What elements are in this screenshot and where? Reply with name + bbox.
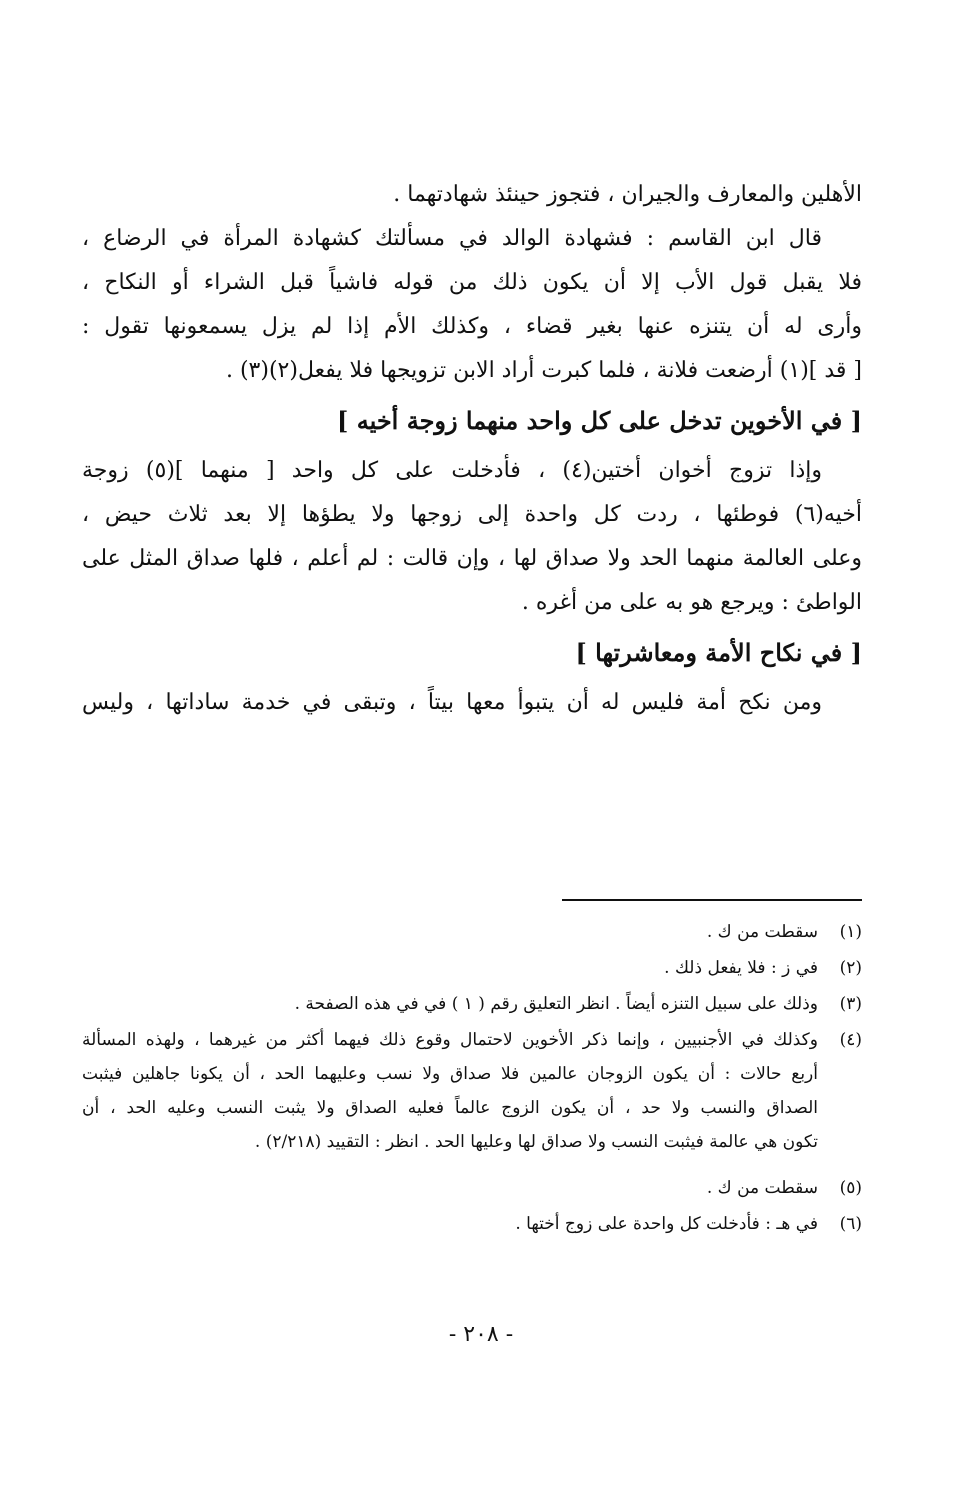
section-heading: [ في الأخوين تدخل على كل واحد منهما زوجة أخيه ] [337, 406, 862, 435]
footnote-text: في ز : فلا يفعل ذلك . [664, 958, 818, 978]
text-line: أخيه(٦) فوطئها ، ردت كل واحدة إلى زوجها ولا يطؤها إلا بعد ثلاث حيض ، [82, 502, 862, 527]
footnote-number: (٥) [839, 1178, 862, 1198]
footnote-text: تكون هي عالمة فيثبت النسب ولا صداق لها وعليها الحد . انظر : التقييد (٢/٢١٨) . [254, 1132, 818, 1152]
text-line: ومن نكح أمة فليس له أن يتبوأ معها بيتاً ، وتبقى في خدمة ساداتها ، وليس [82, 690, 822, 715]
text-line: قال ابن القاسم : فشهادة الوالد في مسألتك كشهادة المرأة في الرضاع ، [82, 226, 822, 251]
main-text [82, 180, 862, 732]
footnote-number: (٦) [839, 1214, 862, 1234]
footnote-number: (٤) [839, 1030, 862, 1050]
footnote [82, 1028, 862, 1164]
text-line: وعلى العالمة منهما الحد ولا صداق لها ، وإن قالت : لم أعلم ، فلها صداق المثل على [82, 546, 862, 571]
text-line: فلا يقبل قول الأب إلا أن يكون ذلك من قوله فاشياً قبل الشراء أو النكاح ، [82, 270, 862, 295]
footnote [82, 992, 862, 1016]
footnote-number: (٢) [839, 958, 862, 978]
footnote-text: الصداق والنسب ولا حد ، أن يكون الزوج عالماً فعليه الصداق ولا يثبت النسب وعليه الحد ، أن [82, 1098, 818, 1118]
footnote-text: سقطت من ك . [706, 922, 818, 942]
text-line: الواطئ : ويرجع هو به على من أغره . [521, 590, 862, 615]
text-line: الأهلين والمعارف والجيران ، فتجوز حينئذ شهادتهما . [393, 182, 862, 207]
footnote-text: وكذلك في الأجنبيين ، وإنما ذكر الأخوين لاحتمال وقوع ذلك فيهما أكثر من غيرهما ، ولهذه المسألة [82, 1030, 818, 1050]
text-line: وأرى له أن يتنزه عنها بغير قضاء ، وكذلك الأم إذا لم يزل يسمعونها تقول : [82, 314, 862, 339]
footnote-text: وذلك على سبيل التنزه أيضاً . انظر التعليق رقم ( ١ ) في في هذه الصفحة . [294, 994, 818, 1014]
footnote [82, 956, 862, 980]
footnote [82, 1212, 862, 1236]
section-heading: [ في نكاح الأمة ومعاشرتها ] [575, 638, 862, 667]
footnote-text: أربع حالات : أن يكون الزوجان عالمين فلا صداق ولا نسب وعليهما الحد ، أن يكونا جاهلين فيثبت [82, 1064, 818, 1084]
footnote-number: (٣) [839, 994, 862, 1014]
text-line: [ قد ](١) أرضعت فلانة ، فلما كبرت أراد الابن تزويجها فلا يفعل(٢)(٣) . [225, 358, 862, 383]
footnote-text: سقطت من ك . [706, 1178, 818, 1198]
footnotes [82, 920, 862, 1248]
footnote-text: في هـ : فأدخلت كل واحدة على زوج أختها . [515, 1214, 818, 1234]
footnote-number: (١) [839, 922, 862, 942]
footnote [82, 1176, 862, 1200]
page-number: - ٢٠٨ - [448, 1322, 514, 1347]
footnote [82, 920, 862, 944]
text-line: وإذا تزوج أخوان أختين(٤) ، فأدخلت على كل واحد [ منهما ](٥) زوجة [82, 458, 822, 483]
footnote-divider [562, 899, 862, 901]
